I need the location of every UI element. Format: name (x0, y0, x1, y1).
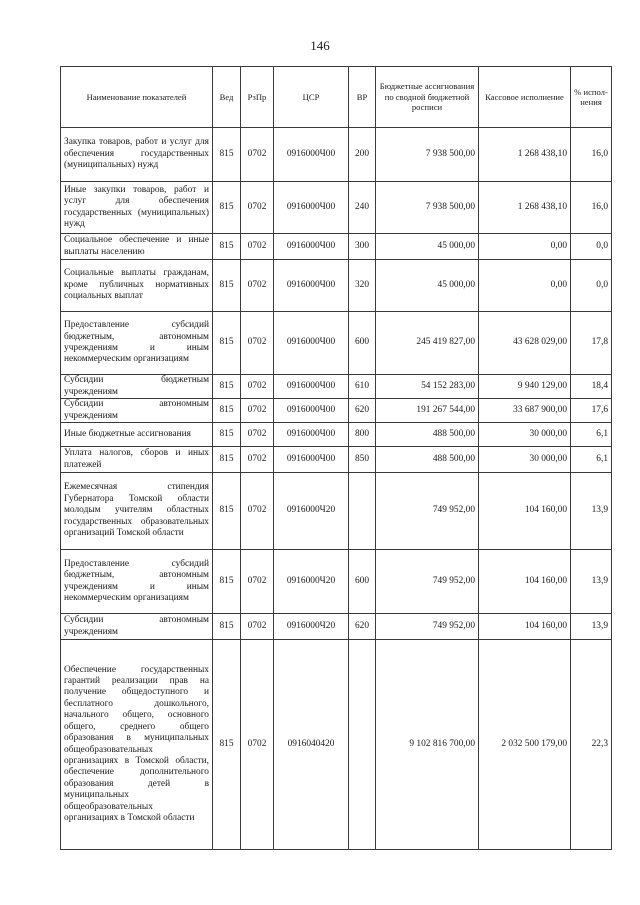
row-rzpr: 0702 (241, 423, 274, 447)
row-cash: 33 687 900,00 (479, 399, 571, 423)
table-header (61, 67, 612, 128)
row-vr: 300 (349, 234, 376, 260)
row-pct: 22,3 (571, 640, 612, 850)
row-vr: 620 (349, 399, 376, 423)
row-budget: 45 000,00 (376, 260, 479, 312)
row-ved: 815 (213, 550, 241, 614)
header-ved: Вед (213, 67, 241, 128)
row-cash: 104 160,00 (479, 473, 571, 550)
row-cash: 2 032 500 179,00 (479, 640, 571, 850)
row-ved: 815 (213, 399, 241, 423)
row-ved: 815 (213, 182, 241, 234)
row-name: Социальные выплаты гражданам, кроме публичных нормативных социальных выплат (61, 260, 213, 312)
row-csr: 0916000Ч00 (274, 312, 349, 375)
row-vr (349, 473, 376, 550)
row-pct: 16,0 (571, 182, 612, 234)
table-row (61, 640, 612, 850)
table-row (61, 447, 612, 473)
row-vr (349, 640, 376, 850)
row-budget: 45 000,00 (376, 234, 479, 260)
table-row (61, 423, 612, 447)
row-ved: 815 (213, 473, 241, 550)
header-rzpr: РзПр (241, 67, 274, 128)
row-rzpr: 0702 (241, 234, 274, 260)
row-ved: 815 (213, 640, 241, 850)
row-vr: 610 (349, 375, 376, 399)
table-row (61, 375, 612, 399)
table-row (61, 312, 612, 375)
row-rzpr: 0702 (241, 128, 274, 182)
row-csr: 0916000Ч20 (274, 614, 349, 640)
table-row (61, 182, 612, 234)
row-csr: 0916000Ч20 (274, 550, 349, 614)
row-vr: 240 (349, 182, 376, 234)
row-budget: 7 938 500,00 (376, 182, 479, 234)
table-row (61, 260, 612, 312)
row-pct: 0,0 (571, 260, 612, 312)
row-name: Предоставление субсидий бюджетным, автономным учреждениям и иным некоммерческим организациям (61, 550, 213, 614)
row-name: Предоставление субсидий бюджетным, автономным учреждениям и иным некоммерческим организациям (61, 312, 213, 375)
row-budget: 749 952,00 (376, 473, 479, 550)
header-name: Наименование показателей (61, 67, 213, 128)
header-csr: ЦСР (274, 67, 349, 128)
row-pct: 6,1 (571, 447, 612, 473)
row-ved: 815 (213, 260, 241, 312)
row-csr: 0916000Ч00 (274, 260, 349, 312)
table-row (61, 550, 612, 614)
row-name: Обеспечение государственных гарантий реализации прав на получение общедоступного и бесплатного дошкольного, начального общего, основного общего, среднего общего образования в муниципальных общеобразовательных организациях в Томской области, обеспечение дополнительного образования детей в муниципальных общеобразовательных организациях в Томской области (61, 640, 213, 850)
row-csr: 0916000Ч00 (274, 399, 349, 423)
row-budget: 749 952,00 (376, 550, 479, 614)
row-budget: 7 938 500,00 (376, 128, 479, 182)
row-csr: 0916000Ч00 (274, 182, 349, 234)
page-number: 146 (310, 38, 330, 53)
row-cash: 43 628 029,00 (479, 312, 571, 375)
row-budget: 191 267 544,00 (376, 399, 479, 423)
row-pct: 17,6 (571, 399, 612, 423)
row-pct: 16,0 (571, 128, 612, 182)
row-csr: 0916000Ч20 (274, 473, 349, 550)
row-pct: 0,0 (571, 234, 612, 260)
row-pct: 17,8 (571, 312, 612, 375)
row-rzpr: 0702 (241, 473, 274, 550)
row-budget: 54 152 283,00 (376, 375, 479, 399)
row-ved: 815 (213, 234, 241, 260)
row-cash: 104 160,00 (479, 550, 571, 614)
header-cash: Кассовое исполнение (479, 67, 571, 128)
row-rzpr: 0702 (241, 182, 274, 234)
row-ved: 815 (213, 423, 241, 447)
row-pct: 18,4 (571, 375, 612, 399)
row-cash: 30 000,00 (479, 447, 571, 473)
row-vr: 200 (349, 128, 376, 182)
row-csr: 0916000Ч00 (274, 234, 349, 260)
row-csr: 0916000Ч00 (274, 375, 349, 399)
header-budget: Бюджетные ассигнования по сводной бюджетной росписи (376, 67, 479, 128)
row-name: Иные бюджетные ассигнования (61, 423, 213, 447)
row-rzpr: 0702 (241, 312, 274, 375)
row-pct: 13,9 (571, 550, 612, 614)
row-name: Субсидии автономным учреждениям (61, 399, 213, 423)
row-ved: 815 (213, 312, 241, 375)
table-body (61, 128, 612, 850)
row-name: Субсидии бюджетным учреждениям (61, 375, 213, 399)
row-rzpr: 0702 (241, 260, 274, 312)
row-budget: 488 500,00 (376, 447, 479, 473)
row-rzpr: 0702 (241, 447, 274, 473)
row-ved: 815 (213, 375, 241, 399)
row-cash: 30 000,00 (479, 423, 571, 447)
row-budget: 245 419 827,00 (376, 312, 479, 375)
row-vr: 620 (349, 614, 376, 640)
row-cash: 1 268 438,10 (479, 128, 571, 182)
row-pct: 6,1 (571, 423, 612, 447)
row-rzpr: 0702 (241, 640, 274, 850)
row-ved: 815 (213, 447, 241, 473)
row-ved: 815 (213, 614, 241, 640)
row-cash: 0,00 (479, 234, 571, 260)
row-vr: 600 (349, 312, 376, 375)
table-row (61, 234, 612, 260)
table-row (61, 399, 612, 423)
row-vr: 850 (349, 447, 376, 473)
row-cash: 0,00 (479, 260, 571, 312)
budget-execution-table (60, 66, 612, 850)
row-cash: 9 940 129,00 (479, 375, 571, 399)
row-rzpr: 0702 (241, 614, 274, 640)
row-name: Субсидии автономным учреждениям (61, 614, 213, 640)
row-rzpr: 0702 (241, 375, 274, 399)
row-rzpr: 0702 (241, 399, 274, 423)
table-row (61, 128, 612, 182)
row-pct: 13,9 (571, 614, 612, 640)
row-name: Уплата налогов, сборов и иных платежей (61, 447, 213, 473)
row-vr: 800 (349, 423, 376, 447)
row-csr: 0916000Ч00 (274, 423, 349, 447)
row-name: Иные закупки товаров, работ и услуг для обеспечения государственных (муниципальных) нужд (61, 182, 213, 234)
row-cash: 1 268 438,10 (479, 182, 571, 234)
row-name: Социальное обеспечение и иные выплаты населению (61, 234, 213, 260)
row-name: Ежемесячная стипендия Губернатора Томской области молодым учителям областных государственных образовательных организаций Томской области (61, 473, 213, 550)
row-csr: 0916040420 (274, 640, 349, 850)
row-ved: 815 (213, 128, 241, 182)
row-csr: 0916000Ч00 (274, 128, 349, 182)
row-rzpr: 0702 (241, 550, 274, 614)
table-row (61, 614, 612, 640)
header-vr: ВР (349, 67, 376, 128)
header-pct: % испол-нения (571, 67, 612, 128)
row-pct: 13,9 (571, 473, 612, 550)
row-budget: 9 102 816 700,00 (376, 640, 479, 850)
row-name: Закупка товаров, работ и услуг для обеспечения государственных (муниципальных) нужд (61, 128, 213, 182)
table-row (61, 473, 612, 550)
row-vr: 320 (349, 260, 376, 312)
row-budget: 488 500,00 (376, 423, 479, 447)
row-cash: 104 160,00 (479, 614, 571, 640)
row-budget: 749 952,00 (376, 614, 479, 640)
row-vr: 600 (349, 550, 376, 614)
row-csr: 0916000Ч00 (274, 447, 349, 473)
